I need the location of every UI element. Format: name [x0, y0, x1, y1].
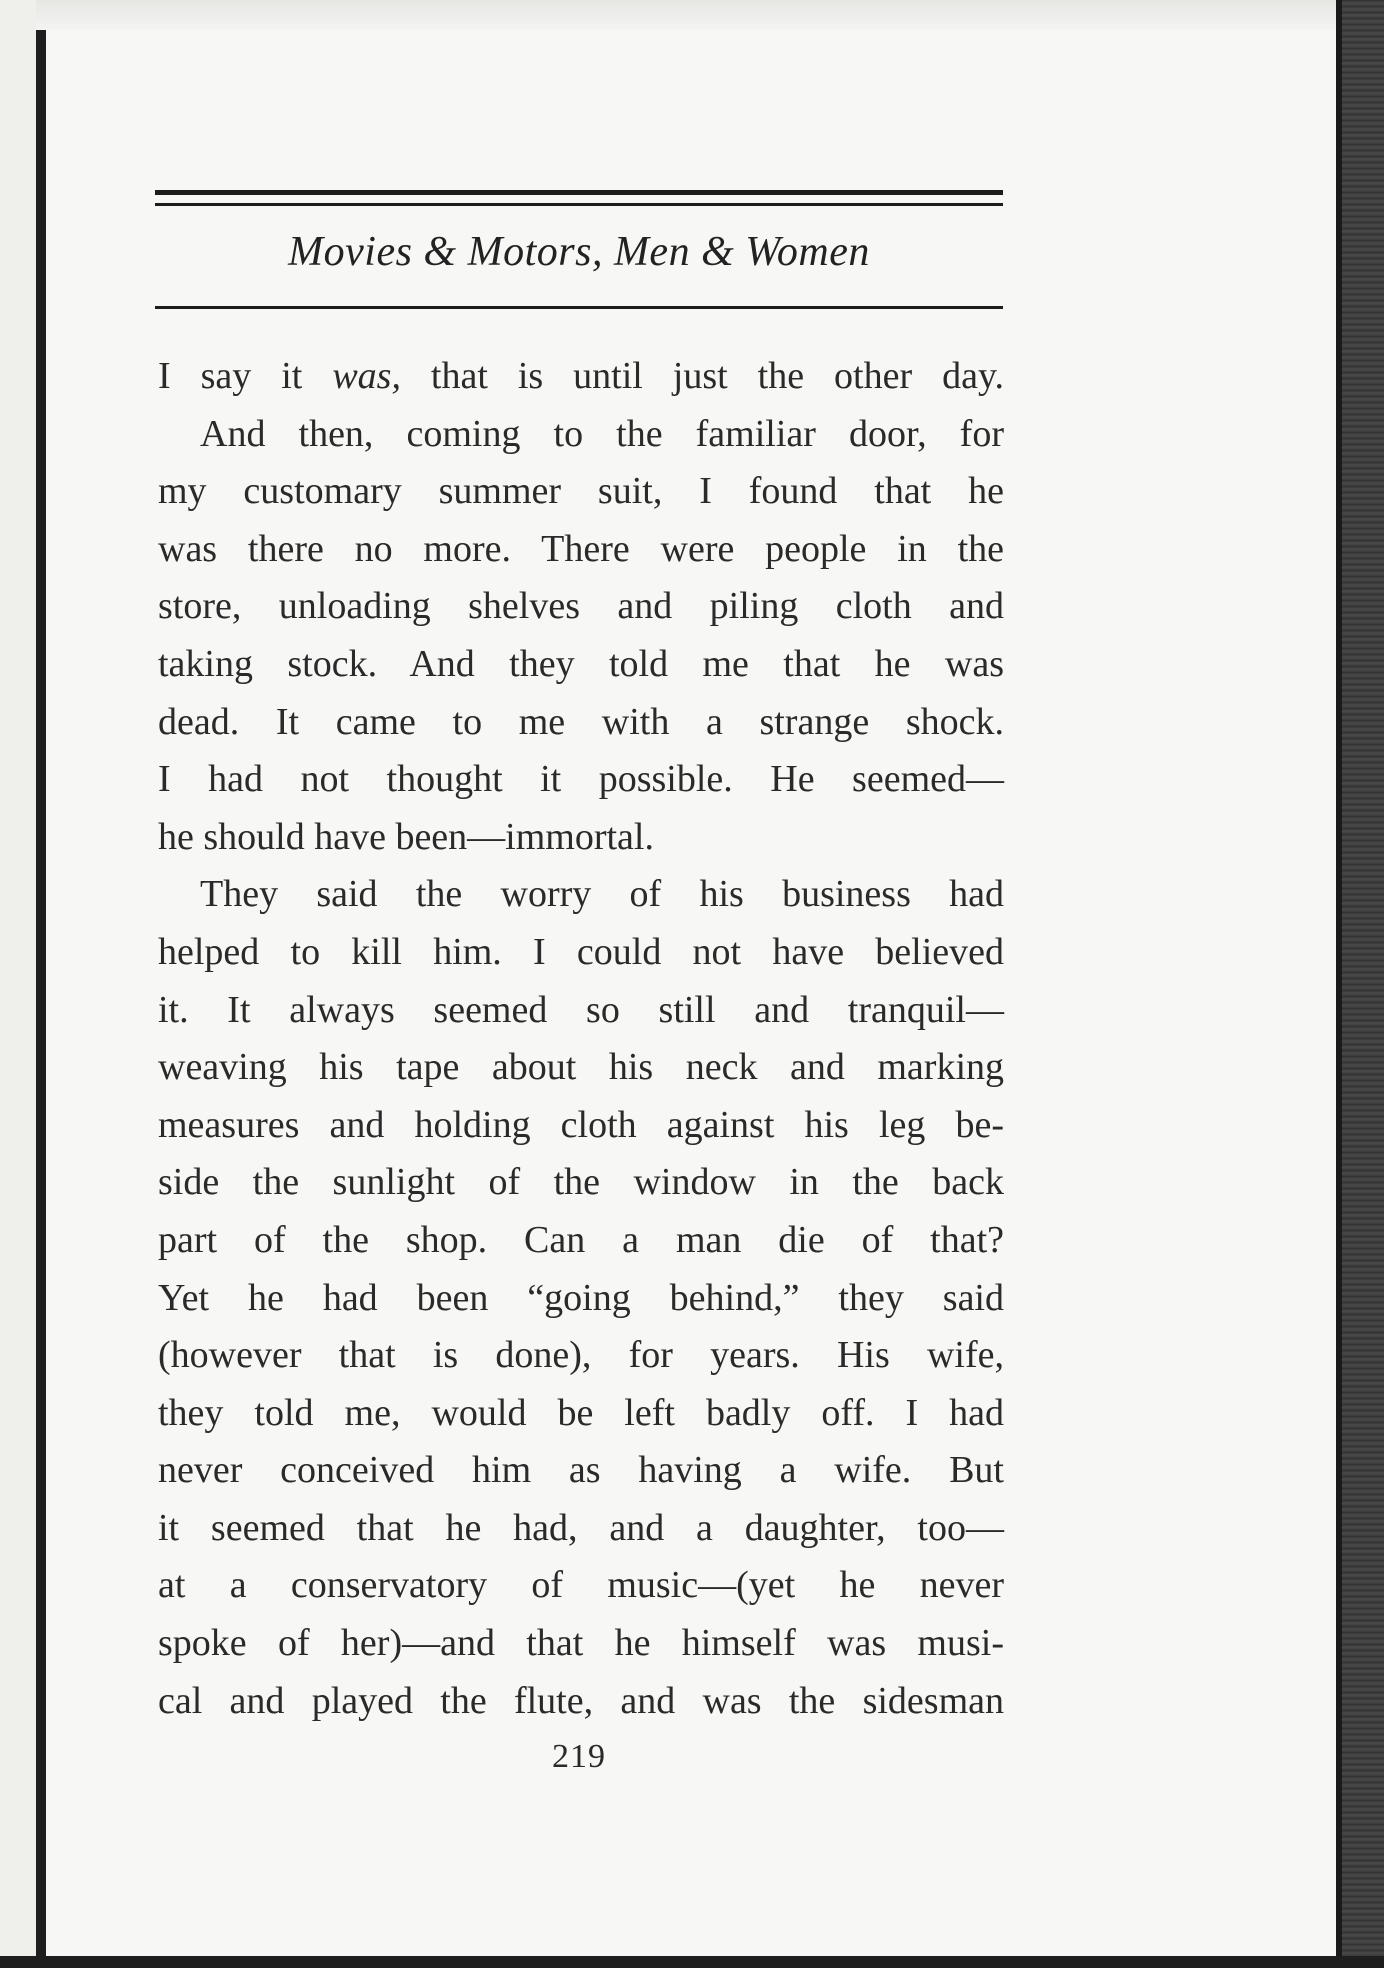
text-line-5: store, unloading shelves and piling cloth and	[158, 585, 1004, 628]
facing-page-edge	[0, 0, 36, 1968]
book-gutter-line	[36, 30, 46, 1960]
header-rule-thick	[155, 190, 1003, 195]
text-line-3: my customary summer suit, I found that he	[158, 470, 1004, 513]
text-line-1-pre: I say it	[158, 355, 333, 397]
emphasis-was: was,	[332, 355, 401, 397]
text-line-9: he should have been—immortal.	[158, 815, 654, 858]
text-line-13: weaving his tape about his neck and marking	[158, 1046, 1004, 1089]
text-line-7: dead. It came to me with a strange shock.	[158, 700, 1004, 743]
text-line-11: helped to kill him. I could not have believed	[158, 930, 1004, 973]
page-top-edge	[0, 0, 1384, 30]
text-line-15: side the sunlight of the window in the back	[158, 1161, 1004, 1204]
text-line-4: was there no more. There were people in the	[158, 527, 1004, 570]
text-line-12: it. It always seemed so still and tranquil—	[158, 988, 1004, 1031]
text-line-14: measures and holding cloth against his leg be-	[158, 1103, 1004, 1146]
text-line-19: they told me, would be left badly off. I had	[158, 1391, 1004, 1434]
header-rule-bottom	[155, 306, 1003, 309]
running-title: Movies & Motors, Men & Women	[288, 229, 870, 275]
book-cover-edge	[1342, 0, 1384, 1968]
text-line-16: part of the shop. Can a man die of that?	[158, 1218, 1004, 1261]
body-text	[158, 348, 1004, 1730]
text-line-2: And then, coming to the familiar door, for	[200, 412, 1004, 455]
text-line-17: Yet he had been “going behind,” they said	[158, 1276, 1004, 1319]
page-number: 219	[552, 1738, 606, 1775]
text-line-10: They said the worry of his business had	[200, 873, 1004, 916]
header-rule-thin	[155, 203, 1003, 206]
text-line-21: it seemed that he had, and a daughter, too—	[158, 1506, 1004, 1549]
text-line-8: I had not thought it possible. He seemed—	[158, 758, 1004, 801]
text-line-18: (however that is done), for years. His wife,	[158, 1334, 1004, 1377]
text-line-22: at a conservatory of music—(yet he never	[158, 1564, 1004, 1607]
text-line-23: spoke of her)—and that he himself was musi-	[158, 1622, 1004, 1665]
text-line-1-post: that is until just the other day.	[400, 355, 1004, 397]
text-line-24: cal and played the flute, and was the sidesman	[158, 1679, 1004, 1722]
page-bottom-edge	[0, 1956, 1384, 1968]
text-line-6: taking stock. And they told me that he was	[158, 642, 1004, 685]
text-line-20: never conceived him as having a wife. But	[158, 1449, 1004, 1492]
text-line-1	[158, 348, 1004, 406]
